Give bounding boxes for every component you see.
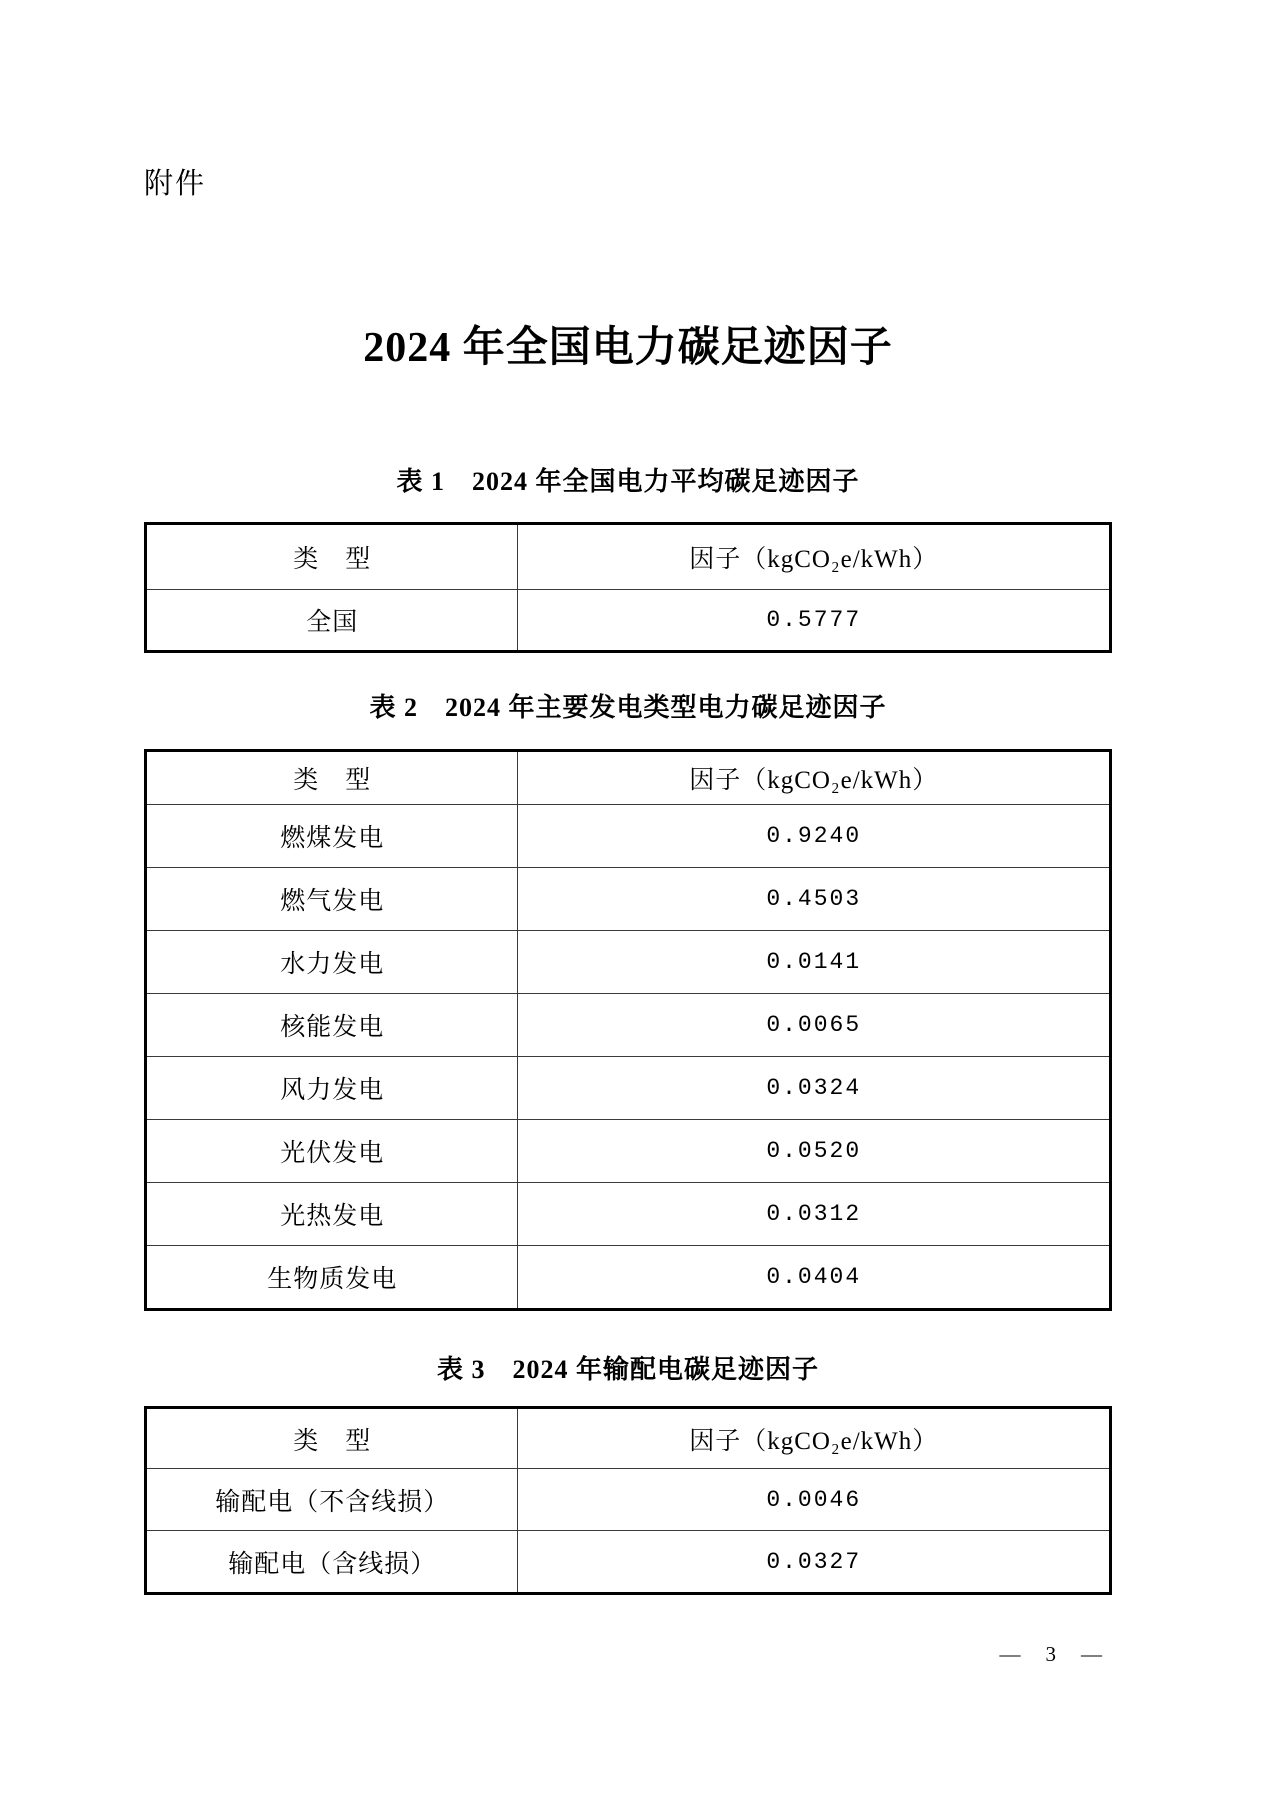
cell-type-wind: 风力发电	[146, 1057, 518, 1120]
document-title: 2024 年全国电力碳足迹因子	[363, 325, 893, 371]
cell-type-biomass: 生物质发电	[146, 1246, 518, 1310]
table-1-column-header-type: 类 型	[146, 524, 518, 590]
cell-type-hydro: 水力发电	[146, 931, 518, 994]
table-row	[146, 1246, 1111, 1310]
cell-type-gas: 燃气发电	[146, 868, 518, 931]
table-3-column-header-factor: 因子（kgCO₂e/kWh）	[518, 1408, 1111, 1469]
table-2-column-header-factor: 因子（kgCO₂e/kWh）	[518, 751, 1111, 805]
cell-type-national: 全国	[146, 590, 518, 652]
table-3-header-row	[146, 1408, 1111, 1469]
table-row	[146, 868, 1111, 931]
cell-factor-value: 0.0404	[518, 1246, 1111, 1310]
table-row	[146, 931, 1111, 994]
table-2-column-header-type: 类 型	[146, 751, 518, 805]
cell-factor-value: 0.0312	[518, 1183, 1111, 1246]
cell-factor-value: 0.4503	[518, 868, 1111, 931]
attachment-label: 附件	[144, 168, 207, 200]
cell-factor-value: 0.0046	[518, 1469, 1111, 1531]
cell-type-solar-thermal: 光热发电	[146, 1183, 518, 1246]
cell-type-td-excl-loss: 输配电（不含线损）	[146, 1469, 518, 1531]
table-1-caption: 表 1 2024 年全国电力平均碳足迹因子	[396, 467, 860, 496]
cell-type-coal: 燃煤发电	[146, 805, 518, 868]
table-row	[146, 1531, 1111, 1594]
cell-factor-value: 0.0327	[518, 1531, 1111, 1594]
table-row	[146, 1057, 1111, 1120]
table-3-column-header-type: 类 型	[146, 1408, 518, 1469]
cell-factor-value: 0.9240	[518, 805, 1111, 868]
table-row	[146, 994, 1111, 1057]
table-row	[146, 590, 1111, 652]
cell-factor-value: 0.0141	[518, 931, 1111, 994]
table-row	[146, 1183, 1111, 1246]
table-2-caption: 表 2 2024 年主要发电类型电力碳足迹因子	[369, 693, 887, 722]
cell-factor-value: 0.0065	[518, 994, 1111, 1057]
table-1-column-header-factor: 因子（kgCO₂e/kWh）	[518, 524, 1111, 590]
table-1-header-row	[146, 524, 1111, 590]
cell-type-td-incl-loss: 输配电（含线损）	[146, 1531, 518, 1594]
table-2-header-row	[146, 751, 1111, 805]
table-row	[146, 1469, 1111, 1531]
page-number: — 3 —	[999, 1642, 1104, 1666]
cell-factor-value: 0.0324	[518, 1057, 1111, 1120]
table-2-generation-types	[144, 749, 1112, 1311]
cell-type-solar-pv: 光伏发电	[146, 1120, 518, 1183]
table-3-transmission-distribution	[144, 1406, 1112, 1595]
table-row	[146, 1120, 1111, 1183]
table-row	[146, 805, 1111, 868]
cell-type-nuclear: 核能发电	[146, 994, 518, 1057]
table-1-national-average	[144, 522, 1112, 653]
cell-factor-value: 0.5777	[518, 590, 1111, 652]
table-3-caption: 表 3 2024 年输配电碳足迹因子	[436, 1355, 819, 1384]
cell-factor-value: 0.0520	[518, 1120, 1111, 1183]
